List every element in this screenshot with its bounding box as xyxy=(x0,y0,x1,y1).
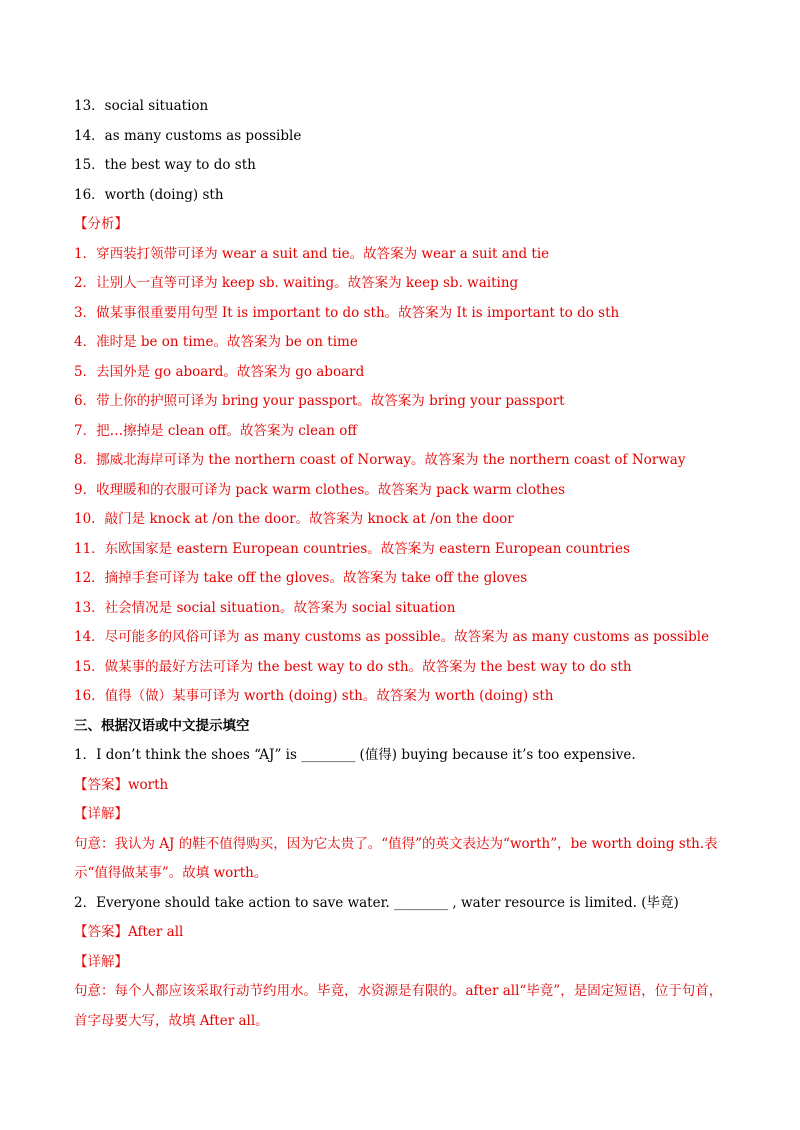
question-2-detail: 句意：每个人都应该采取行动节约用水。毕竟，水资源是有限的。after all“毕竟”，是固定短语，位于句首，首字母要大写，故填 After all。 xyxy=(74,983,723,1029)
analysis-item-14: 14．尽可能多的风俗可译为 as many customs as possible。故答案为 as many customs as possible xyxy=(74,629,710,645)
answer-item-13: 13．social situation xyxy=(74,98,209,114)
analysis-item-16: 16．值得（做）某事可译为 worth (doing) sth。故答案为 worth (doing) sth xyxy=(74,688,554,704)
answer-item-14: 14．as many customs as possible xyxy=(74,127,302,144)
answer-item-15: 15．the best way to do sth xyxy=(74,157,256,173)
analysis-item-10: 10．敲门是 knock at /on the door。故答案为 knock at /on the door xyxy=(74,511,514,527)
document-page xyxy=(74,92,730,1036)
analysis-item-6: 6．带上你的护照可译为 bring your passport。故答案为 bring your passport xyxy=(74,393,565,409)
question-1-answer: 【答案】worth xyxy=(74,776,169,793)
analysis-heading: 【分析】 xyxy=(74,216,128,232)
analysis-item-4: 4．准时是 be on time。故答案为 be on time xyxy=(74,334,358,350)
section-3-heading: 三、根据汉语或中文提示填空 xyxy=(74,717,250,734)
analysis-item-7: 7．把…擦掉是 clean off。故答案为 clean off xyxy=(74,422,357,439)
analysis-item-9: 9．收理暖和的衣服可译为 pack warm clothes。故答案为 pack warm clothes xyxy=(74,481,566,498)
question-2: 2．Everyone should take action to save water. ________ , water resource is limited. (毕竟) xyxy=(74,894,679,911)
analysis-item-13: 13．社会情况是 social situation。故答案为 social situation xyxy=(74,599,456,616)
analysis-item-12: 12．摘掉手套可译为 take off the gloves。故答案为 take off the gloves xyxy=(74,570,528,586)
answer-item-16: 16．worth (doing) sth xyxy=(74,186,224,203)
analysis-item-3: 3．做某事很重要用句型 It is important to do sth。故答案为 It is important to do sth xyxy=(74,304,620,321)
question-2-detail-heading: 【详解】 xyxy=(74,953,128,970)
question-1-detail-heading: 【详解】 xyxy=(74,806,128,822)
analysis-item-8: 8．挪威北海岸可译为 the northern coast of Norway。故答案为 the northern coast of Norway xyxy=(74,452,686,468)
analysis-item-1: 1．穿西装打领带可译为 wear a suit and tie。故答案为 wear a suit and tie xyxy=(74,245,550,262)
question-1: 1．I don’t think the shoes “AJ” is ________ (值得) buying because it’s too expensive. xyxy=(74,747,636,763)
analysis-item-5: 5．去国外是 go aboard。故答案为 go aboard xyxy=(74,363,365,380)
analysis-item-15: 15．做某事的最好方法可译为 the best way to do sth。故答案为 the best way to do sth xyxy=(74,658,632,675)
analysis-item-2: 2．让别人一直等可译为 keep sb. waiting。故答案为 keep sb. waiting xyxy=(74,275,519,291)
question-2-answer: 【答案】After all xyxy=(74,924,184,940)
analysis-item-11: 11．东欧国家是 eastern European countries。故答案为 eastern European countries xyxy=(74,540,630,557)
question-1-detail: 句意：我认为 AJ 的鞋不值得购买，因为它太贵了。“值得”的英文表达为“worth”，be worth doing sth.表示“值得做某事”。故填 worth。 xyxy=(74,835,718,881)
